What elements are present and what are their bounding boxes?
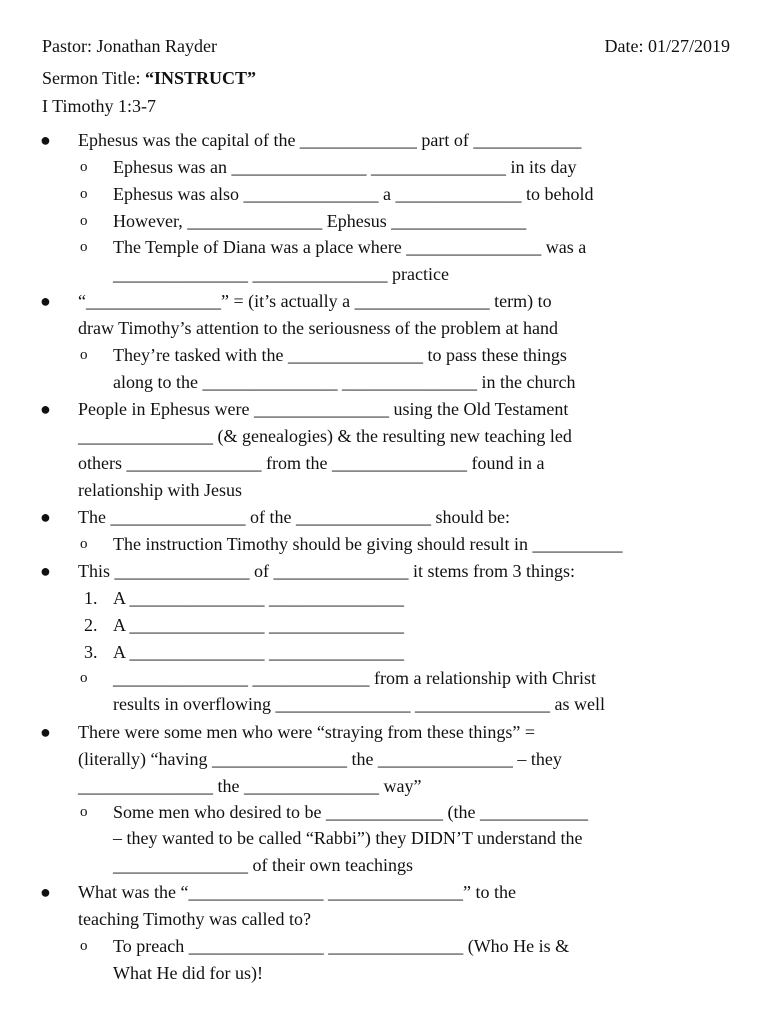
sermon-title: “INSTRUCT” <box>145 68 257 88</box>
outline-line: There were some men who were “straying from these things” = <box>78 722 535 742</box>
bullet-icon: ● <box>40 130 51 150</box>
sub-bullet-icon: o <box>80 186 88 202</box>
list-number: 1. <box>84 588 98 608</box>
sub-bullet-icon: o <box>80 239 88 255</box>
outline-line: “_______________” = (it’s actually a _______________ term) to <box>78 291 552 311</box>
scripture-passage: I Timothy 1:3-7 <box>42 96 157 116</box>
bullet-icon: ● <box>40 399 51 419</box>
bullet-icon: ● <box>40 882 51 902</box>
outline-line: _______________ _______________ practice <box>113 264 449 284</box>
outline-line: draw Timothy’s attention to the seriousness of the problem at hand <box>78 318 558 338</box>
sub-bullet-icon: o <box>80 804 88 820</box>
list-number: 3. <box>84 642 98 662</box>
sub-bullet-icon: o <box>80 670 88 686</box>
outline-line: The Temple of Diana was a place where _______________ was a <box>113 237 587 257</box>
list-number: 2. <box>84 615 98 635</box>
sub-bullet-icon: o <box>80 347 88 363</box>
outline-line: Ephesus was the capital of the _____________ part of ____________ <box>78 130 582 150</box>
bullet-icon: ● <box>40 291 51 311</box>
outline-line: The _______________ of the _______________ should be: <box>78 507 510 527</box>
sermon-title-label: Sermon Title: <box>42 68 146 88</box>
outline-line: relationship with Jesus <box>78 480 242 500</box>
outline-line: Some men who desired to be _____________ (the ____________ <box>113 802 588 822</box>
bullet-icon: ● <box>40 722 51 742</box>
outline-line: Ephesus was also _______________ a ______________ to behold <box>113 184 594 204</box>
outline-line: A _______________ _______________ <box>113 642 405 662</box>
sermon-title-line <box>42 66 256 90</box>
outline-line: others _______________ from the _______________ found in a <box>78 453 545 473</box>
outline-line: teaching Timothy was called to? <box>78 909 311 929</box>
outline-line: This _______________ of _______________ it stems from 3 things: <box>78 561 575 581</box>
outline-line: Ephesus was an _______________ _______________ in its day <box>113 157 577 177</box>
outline-line: What was the “_______________ _______________” to the <box>78 882 516 902</box>
outline-line: What He did for us)! <box>113 963 263 983</box>
sub-bullet-icon: o <box>80 159 88 175</box>
sub-bullet-icon: o <box>80 938 88 954</box>
pastor-line: Pastor: Jonathan Rayder <box>42 36 217 56</box>
outline-line: _______________ _____________ from a relationship with Christ <box>113 668 596 688</box>
outline-line: However, _______________ Ephesus _______________ <box>113 211 527 231</box>
outline-line: People in Ephesus were _______________ using the Old Testament <box>78 399 569 419</box>
bullet-icon: ● <box>40 561 51 581</box>
outline-line: They’re tasked with the _______________ to pass these things <box>113 345 567 365</box>
outline-line: _______________ (& genealogies) & the resulting new teaching led <box>78 426 572 446</box>
outline-line: _______________ of their own teachings <box>113 855 413 875</box>
outline-line: results in overflowing _______________ _______________ as well <box>113 694 605 714</box>
bullet-icon: ● <box>40 507 51 527</box>
outline-line: along to the _______________ _______________ in the church <box>113 372 576 392</box>
outline-line: The instruction Timothy should be giving should result in __________ <box>113 534 623 554</box>
outline-line: A _______________ _______________ <box>113 615 405 635</box>
date-line: Date: 01/27/2019 <box>604 36 730 56</box>
outline-line: To preach _______________ _______________ (Who He is & <box>113 936 570 956</box>
sub-bullet-icon: o <box>80 536 88 552</box>
outline-line: _______________ the _______________ way” <box>78 776 422 796</box>
outline-line: – they wanted to be called “Rabbi”) they DIDN’T understand the <box>113 828 583 848</box>
outline-line: A _______________ _______________ <box>113 588 405 608</box>
outline-line: (literally) “having _______________ the _______________ – they <box>78 749 562 769</box>
sub-bullet-icon: o <box>80 213 88 229</box>
